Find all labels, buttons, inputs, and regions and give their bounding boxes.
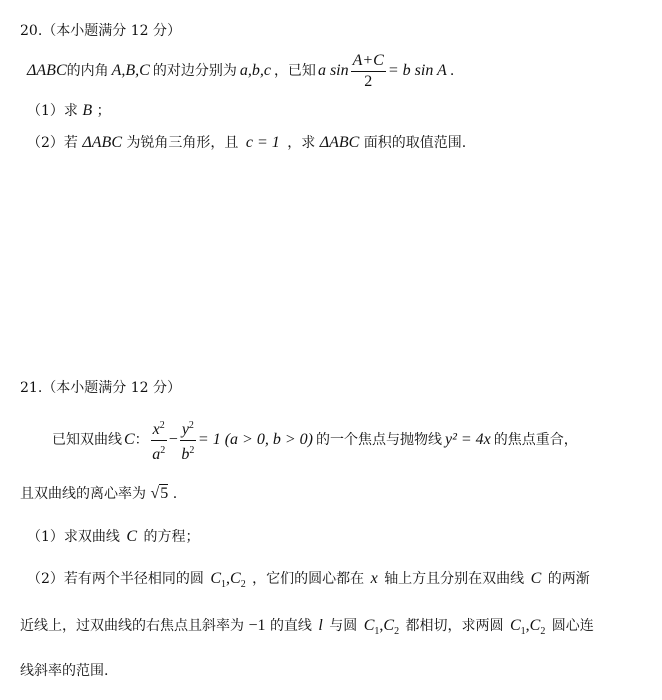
q21-line2-end: . [172, 486, 178, 502]
q21-part1-suffix: 的方程； [143, 529, 200, 545]
q21-part2-line2 [20, 616, 594, 642]
q21-stem [52, 418, 578, 462]
q21-part2-l1-end: 的两渐 [547, 571, 590, 587]
q21-part2-l1-mid: ，它们的圆心都在 [252, 571, 365, 587]
q20-part2-text-2: ，求 [287, 135, 316, 151]
q21-part2-l2-end: 圆心连 [551, 618, 594, 634]
q21-part2-l2-mid2: 与圆 [329, 618, 358, 634]
q20-stem-text-1: 的内角 [66, 63, 109, 79]
q20-part1 [27, 101, 111, 121]
q20-part2-cond: c = 1 [245, 134, 280, 151]
q21-line-l: l [318, 617, 323, 634]
q21-stem-prefix: 已知双曲线 [52, 432, 122, 448]
q21-part2-l1-var: C [530, 570, 542, 587]
q21-circles-1: $C_1,C_2$ [210, 570, 246, 590]
q20-part2-text-3: 面积的取值范围. [363, 135, 467, 151]
q21-hyp-right: = 1 (a > 0, b > 0) [197, 431, 313, 448]
q21-curve-name: C [124, 431, 135, 448]
q21-circles-2: $C_1,C_2$ [363, 617, 400, 637]
q21-part2-line3: 线斜率的范围. [20, 663, 109, 679]
q21-circles-3: $C_1,C_2$ [510, 617, 546, 637]
q20-eq-left: a sin [317, 62, 349, 79]
q21-axis-x: x [370, 570, 378, 587]
q21-header: 21.（本小题满分 12 分） [20, 380, 181, 396]
q20-stem [27, 51, 455, 90]
q20-part2 [27, 133, 466, 153]
q21-y-fraction: $\frac{y^2}{b^2}$ [180, 417, 196, 464]
q21-minus: − [168, 431, 178, 448]
q21-colon: ： [134, 432, 149, 448]
q20-stem-text-2: 的对边分别为 [152, 63, 237, 79]
q21-slope: −1 [248, 617, 266, 634]
q21-x-den: a [152, 445, 161, 463]
q20-eq-frac-num: A+C [351, 52, 386, 72]
q21-line2 [20, 484, 177, 504]
q20-eq-end: . [449, 63, 455, 79]
q21-line2-prefix: 且双曲线的离心率为 [20, 486, 146, 502]
q20-part2-text-1: 为锐角三角形，且 [126, 135, 239, 151]
q20-angles: A,B,C [111, 62, 150, 79]
q21-part2-l2-mid3: 都相切，求两圆 [405, 618, 504, 634]
q20-eq-right: = b sin A [387, 62, 447, 79]
q21-sqrt-val: 5 [160, 485, 169, 502]
q20-part2-triangle-2: ΔABC [319, 134, 360, 151]
q21-y-num: y [181, 420, 189, 438]
q20-sides: a,b,c [239, 62, 271, 79]
q21-y-den: b [181, 445, 190, 463]
q20-eq-frac-den: 2 [364, 72, 373, 90]
q20-part2-prefix: （2）若 [27, 135, 78, 151]
q20-eq-fraction [351, 52, 386, 91]
q20-part1-prefix: （1）求 [27, 103, 78, 119]
q21-x-num: x [152, 420, 160, 438]
q21-stem-mid: 的一个焦点与抛物线 [315, 432, 442, 448]
q21-sqrt: √5 [150, 485, 169, 502]
q20-triangle: ΔABC [27, 62, 67, 79]
q20-header: 20.（本小题满分 12 分） [20, 23, 181, 39]
q21-part2-line1 [27, 569, 590, 595]
q21-part2-l1-prefix: （2）若有两个半径相同的圆 [27, 571, 204, 587]
q20-stem-text-3: ，已知 [273, 63, 316, 79]
q20-part2-triangle: ΔABC [82, 134, 122, 151]
q21-part1 [27, 527, 200, 547]
q21-part1-prefix: （1）求双曲线 [27, 529, 120, 545]
q21-parabola: y² = 4x [444, 431, 491, 448]
q21-part1-var: C [126, 528, 138, 545]
q21-part2-l2-mid: 的直线 [269, 618, 312, 634]
q21-x-fraction: $\frac{x^2}{a^2}$ [151, 417, 167, 464]
q21-part2-l2-prefix: 近线上，过双曲线的右焦点且斜率为 [20, 618, 244, 634]
q21-stem-end: 的焦点重合， [493, 432, 578, 448]
q20-part1-var: B [82, 102, 93, 119]
q21-part2-l1-mid2: 轴上方且分别在双曲线 [384, 571, 525, 587]
q20-part1-suffix: ； [96, 103, 111, 119]
